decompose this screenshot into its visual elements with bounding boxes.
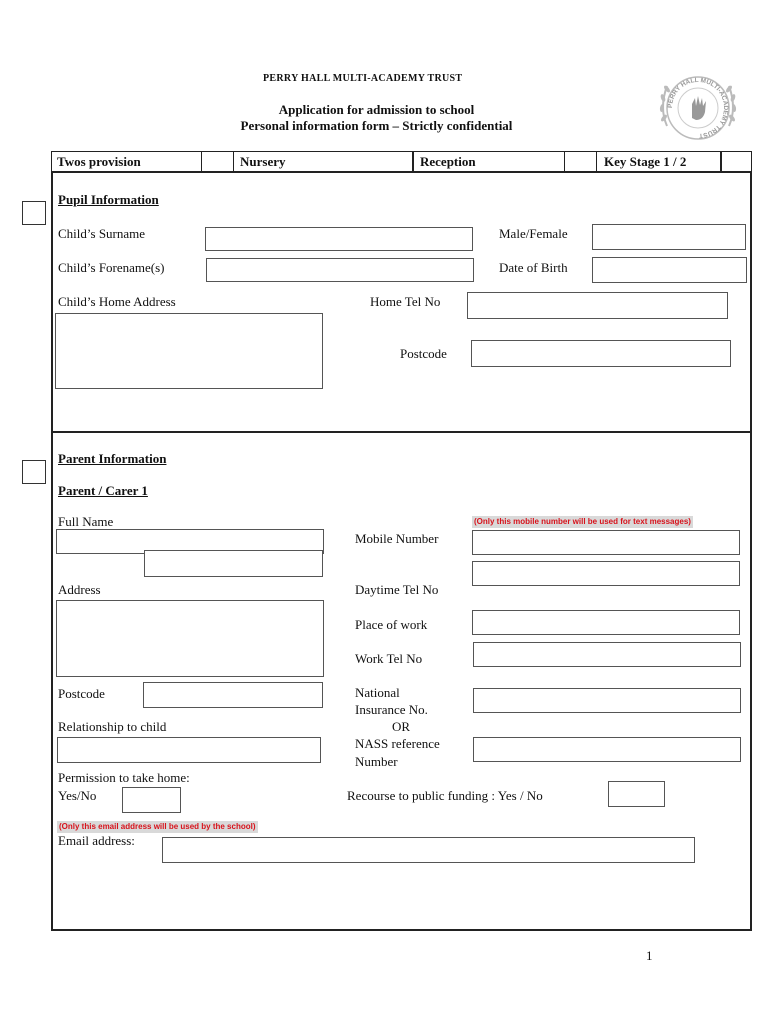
email-input[interactable] bbox=[162, 837, 695, 863]
ni-label-1: National bbox=[355, 685, 400, 700]
full-name-label: Full Name bbox=[58, 514, 114, 529]
child-surname-label: Child’s Surname bbox=[58, 226, 146, 241]
provision-keystage-label: Key Stage 1 / 2 bbox=[604, 154, 687, 169]
email-label: Email address: bbox=[58, 833, 135, 848]
pupil-heading: Pupil Information bbox=[58, 192, 159, 207]
nass-label-2: Number bbox=[355, 754, 398, 769]
provision-twos-label: Twos provision bbox=[57, 154, 141, 169]
permission-input[interactable] bbox=[122, 787, 181, 813]
child-surname-input[interactable] bbox=[205, 227, 473, 251]
child-address-input[interactable] bbox=[55, 313, 323, 389]
parent-dob-input[interactable] bbox=[144, 550, 323, 577]
relationship-input[interactable] bbox=[57, 737, 321, 763]
ni-label-2: Insurance No. bbox=[355, 702, 428, 717]
provision-keystage-tick[interactable] bbox=[720, 152, 722, 172]
provision-reception-tick[interactable] bbox=[564, 152, 597, 172]
recourse-label: Recourse to public funding : Yes / No bbox=[347, 788, 543, 803]
parent-heading: Parent Information bbox=[58, 451, 167, 466]
form-subtitle: Personal information form – Strictly confidential bbox=[240, 118, 513, 133]
mobile-label: Mobile Number bbox=[355, 531, 439, 546]
parent-postcode-label: Postcode bbox=[58, 686, 105, 701]
ni-input[interactable] bbox=[473, 688, 741, 713]
mobile-input[interactable] bbox=[472, 530, 740, 555]
recourse-input[interactable] bbox=[608, 781, 665, 807]
mobile-note: (Only this mobile number will be used for text messages) bbox=[474, 517, 691, 526]
page-number: 1 bbox=[646, 948, 653, 963]
parent-address-input[interactable] bbox=[56, 600, 324, 677]
form-title: Application for admission to school bbox=[278, 102, 475, 117]
child-postcode-label: Postcode bbox=[400, 346, 447, 361]
provision-nursery-label: Nursery bbox=[240, 154, 286, 169]
work-tel-input[interactable] bbox=[473, 642, 741, 667]
child-forename-label: Child’s Forename(s) bbox=[58, 260, 165, 275]
mobile-input-2[interactable] bbox=[472, 561, 740, 586]
place-of-work-label: Place of work bbox=[355, 617, 428, 632]
parent-subheading: Parent / Carer 1 bbox=[58, 483, 148, 498]
provision-twos-tick[interactable] bbox=[201, 152, 234, 172]
pupil-section-checkbox[interactable] bbox=[22, 201, 46, 225]
gender-label: Male/Female bbox=[499, 226, 568, 241]
parent-address-label: Address bbox=[58, 582, 101, 597]
child-address-label: Child’s Home Address bbox=[58, 294, 176, 309]
provision-nursery-tick[interactable] bbox=[412, 152, 414, 172]
work-tel-label: Work Tel No bbox=[355, 651, 423, 666]
parent-postcode-input[interactable] bbox=[143, 682, 323, 708]
child-dob-label: Date of Birth bbox=[499, 260, 568, 275]
email-note: (Only this email address will be used by the school) bbox=[59, 822, 256, 831]
child-postcode-input[interactable] bbox=[471, 340, 731, 367]
or-label: OR bbox=[392, 719, 411, 734]
home-tel-input[interactable] bbox=[467, 292, 728, 319]
nass-label-1: NASS reference bbox=[355, 736, 440, 751]
relationship-label: Relationship to child bbox=[58, 719, 167, 734]
trust-logo bbox=[655, 68, 741, 148]
child-forename-input[interactable] bbox=[206, 258, 474, 282]
logo-ring-text: PERRY HALL MULTI-ACADEMY TRUST bbox=[666, 76, 730, 140]
child-dob-input[interactable] bbox=[592, 257, 747, 283]
org-name: PERRY HALL MULTI-ACADEMY TRUST bbox=[263, 73, 463, 84]
place-of-work-input[interactable] bbox=[472, 610, 740, 635]
gender-input[interactable] bbox=[592, 224, 746, 250]
provision-reception-label: Reception bbox=[420, 154, 476, 169]
nass-input[interactable] bbox=[473, 737, 741, 762]
permission-label-2: Yes/No bbox=[58, 788, 97, 803]
home-tel-label: Home Tel No bbox=[370, 294, 441, 309]
daytime-tel-label: Daytime Tel No bbox=[355, 582, 439, 597]
permission-label-1: Permission to take home: bbox=[58, 770, 190, 785]
parent-section-checkbox[interactable] bbox=[22, 460, 46, 484]
